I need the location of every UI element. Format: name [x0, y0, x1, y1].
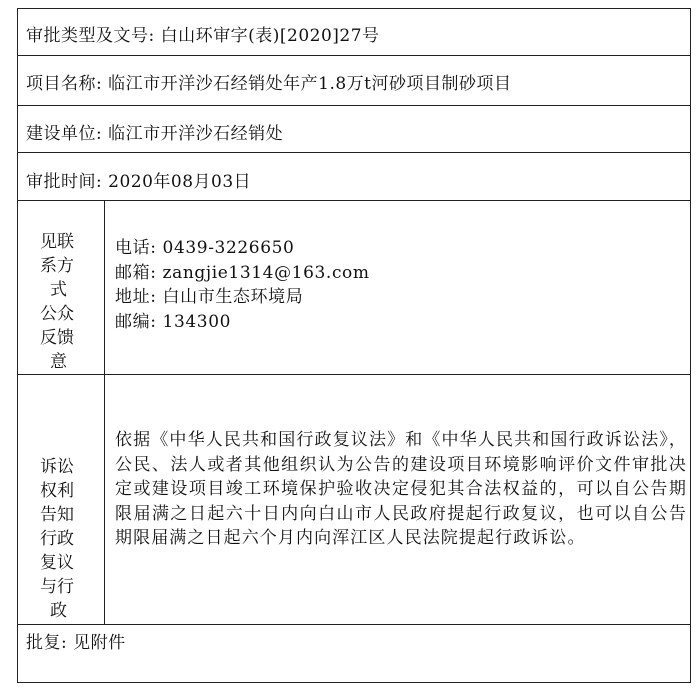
project-name-row: 项目名称: 临江市开洋沙石经销处年产1.8万t河砂项目制砂项目	[26, 74, 512, 94]
table-rule	[17, 200, 690, 201]
approval-time-row: 审批时间: 2020年08月03日	[26, 172, 252, 192]
label-line: 见联	[40, 232, 74, 252]
table-border-right	[690, 8, 691, 683]
postcode-text: 邮编: 134300	[115, 311, 232, 332]
phone-text: 电话: 0439-3226650	[115, 238, 295, 258]
address-text: 地址: 白山市生态环境局	[115, 287, 304, 307]
table-rule	[17, 55, 690, 56]
table-rule	[17, 374, 690, 375]
table-border-left	[17, 8, 18, 683]
table-rule	[17, 105, 690, 106]
legal-rights-label	[40, 455, 74, 623]
approval-type-row: 审批类型及文号: 白山环审字(表)[2020]27号	[26, 26, 380, 46]
label-line: 告知	[40, 505, 74, 525]
contact-details	[115, 236, 370, 334]
label-line: 诉讼	[40, 457, 74, 477]
table-rule	[17, 624, 690, 625]
label-line: 意	[50, 352, 67, 372]
label-line: 权利	[40, 481, 74, 501]
label-line: 反馈	[40, 328, 74, 348]
table-border-top	[17, 8, 690, 9]
email-text: 邮箱: zangjie1314@163.com	[115, 262, 370, 283]
label-column-divider	[104, 200, 105, 624]
reply-attachment-row: 批复: 见附件	[26, 633, 126, 653]
table-border-bottom	[17, 682, 690, 683]
label-line: 式	[50, 280, 67, 300]
table-rule	[17, 152, 690, 153]
label-line: 政	[50, 601, 67, 621]
label-line: 行政	[40, 529, 74, 549]
label-line: 系方	[40, 256, 74, 276]
label-line: 公众	[40, 304, 74, 324]
legal-rights-paragraph: 依据《中华人民共和国行政复议法》和《中华人民共和国行政诉讼法》，公民、法人或者其他组织认为公告的建设项目环境影响评价文件审批决定或建设项目竣工环境保护验收决定侵犯其合法权益的，可以自公告期限届满之日起六十日内向白山市人民政府提起行政复议，也可以自公告期限届满之日起六个月内向浑江区人民法院提起行政诉讼。	[115, 430, 687, 548]
construction-unit-row: 建设单位: 临江市开洋沙石经销处	[26, 124, 284, 144]
label-line: 与行	[40, 577, 74, 597]
label-line: 复议	[40, 553, 74, 573]
public-feedback-contact-label	[40, 230, 74, 374]
